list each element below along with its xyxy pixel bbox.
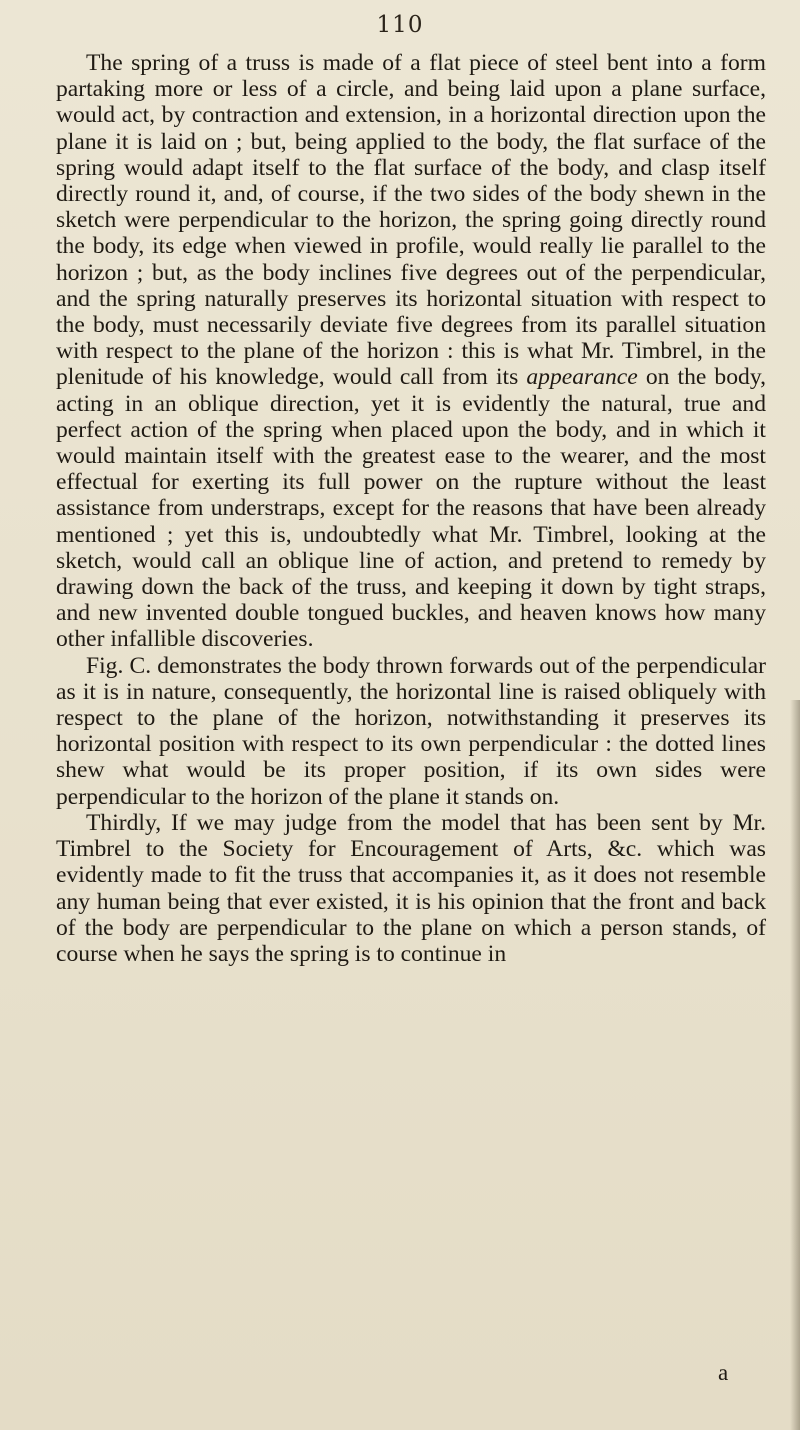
page-number: 110 xyxy=(376,12,424,38)
paragraph-1-text-after: on the body, acting in an oblique direction, yet it is evidently the natural, true and perfect action of the spring when placed upon the body, and in which it would maintain itself with the greatest ease to the wearer, and the most effectual for exerting its full power on the rupture without the least assistance from understraps, except for the reasons that have been already mentioned ; yet this is, undoubtedly what Mr. Timbrel, looking at the sketch, would call an oblique line of action, and pretend to remedy by drawing down the back of the truss, and keeping it down by tight straps, and new invented double tongued buckles, and heaven knows how many other infallible discoveries. xyxy=(56,364,766,653)
paragraph-thirdly: Thirdly, If we may judge from the model that has been sent by Mr. Timbrel to the Society for Encouragement of Arts, &c. which was evidently made to fit the truss that accompanies it, as it does not resemble any human being that ever existed, it is his opinion that the front and back of the body are perpendicular to the plane on which a person stands, of course when he says the spring is to continue in xyxy=(56,809,766,967)
paragraph-fig-c: Fig. C. demonstrates the body thrown forwards out of the perpendicular as it is in nature, consequently, the horizontal line is raised obliquely with respect to the plane of the horizon, notwithstanding it preserves its horizontal position with respect to its own perpendicular : the dotted lines shew what would be its proper position, if its own sides were perpendicular to the horizon of the plane it stands on. xyxy=(56,652,766,810)
catchword: a xyxy=(718,1360,729,1385)
italic-appearance: appearance xyxy=(526,364,638,391)
paragraph-1-text-before: The spring of a truss is made of a flat piece of steel bent into a form partaking more or less of a circle, and being laid upon a plane surface, would act, by contraction and extension, in a horizontal direction upon the plane it is laid on ; but, being applied to the body, the flat surface of the spring would adapt itself to the flat surface of the body, and clasp itself directly round it, and, of course, if the two sides of the body shewn in the sketch were perpendicular to the horizon, the spring going directly round the body, its edge when viewed in profile, would really lie parallel to the horizon ; but, as the body inclines five degrees out of the perpendicular, and the spring naturally preserves its horizontal situation with respect to the body, must necessarily deviate five degrees from its parallel situation with respect to the plane of the horizon : this is what Mr. Timbrel, in the plenitude of his knowledge, would call from its xyxy=(56,50,766,391)
paragraph-truss-spring xyxy=(56,50,766,653)
body-text xyxy=(56,50,766,967)
page-edge-shadow xyxy=(790,700,800,1430)
